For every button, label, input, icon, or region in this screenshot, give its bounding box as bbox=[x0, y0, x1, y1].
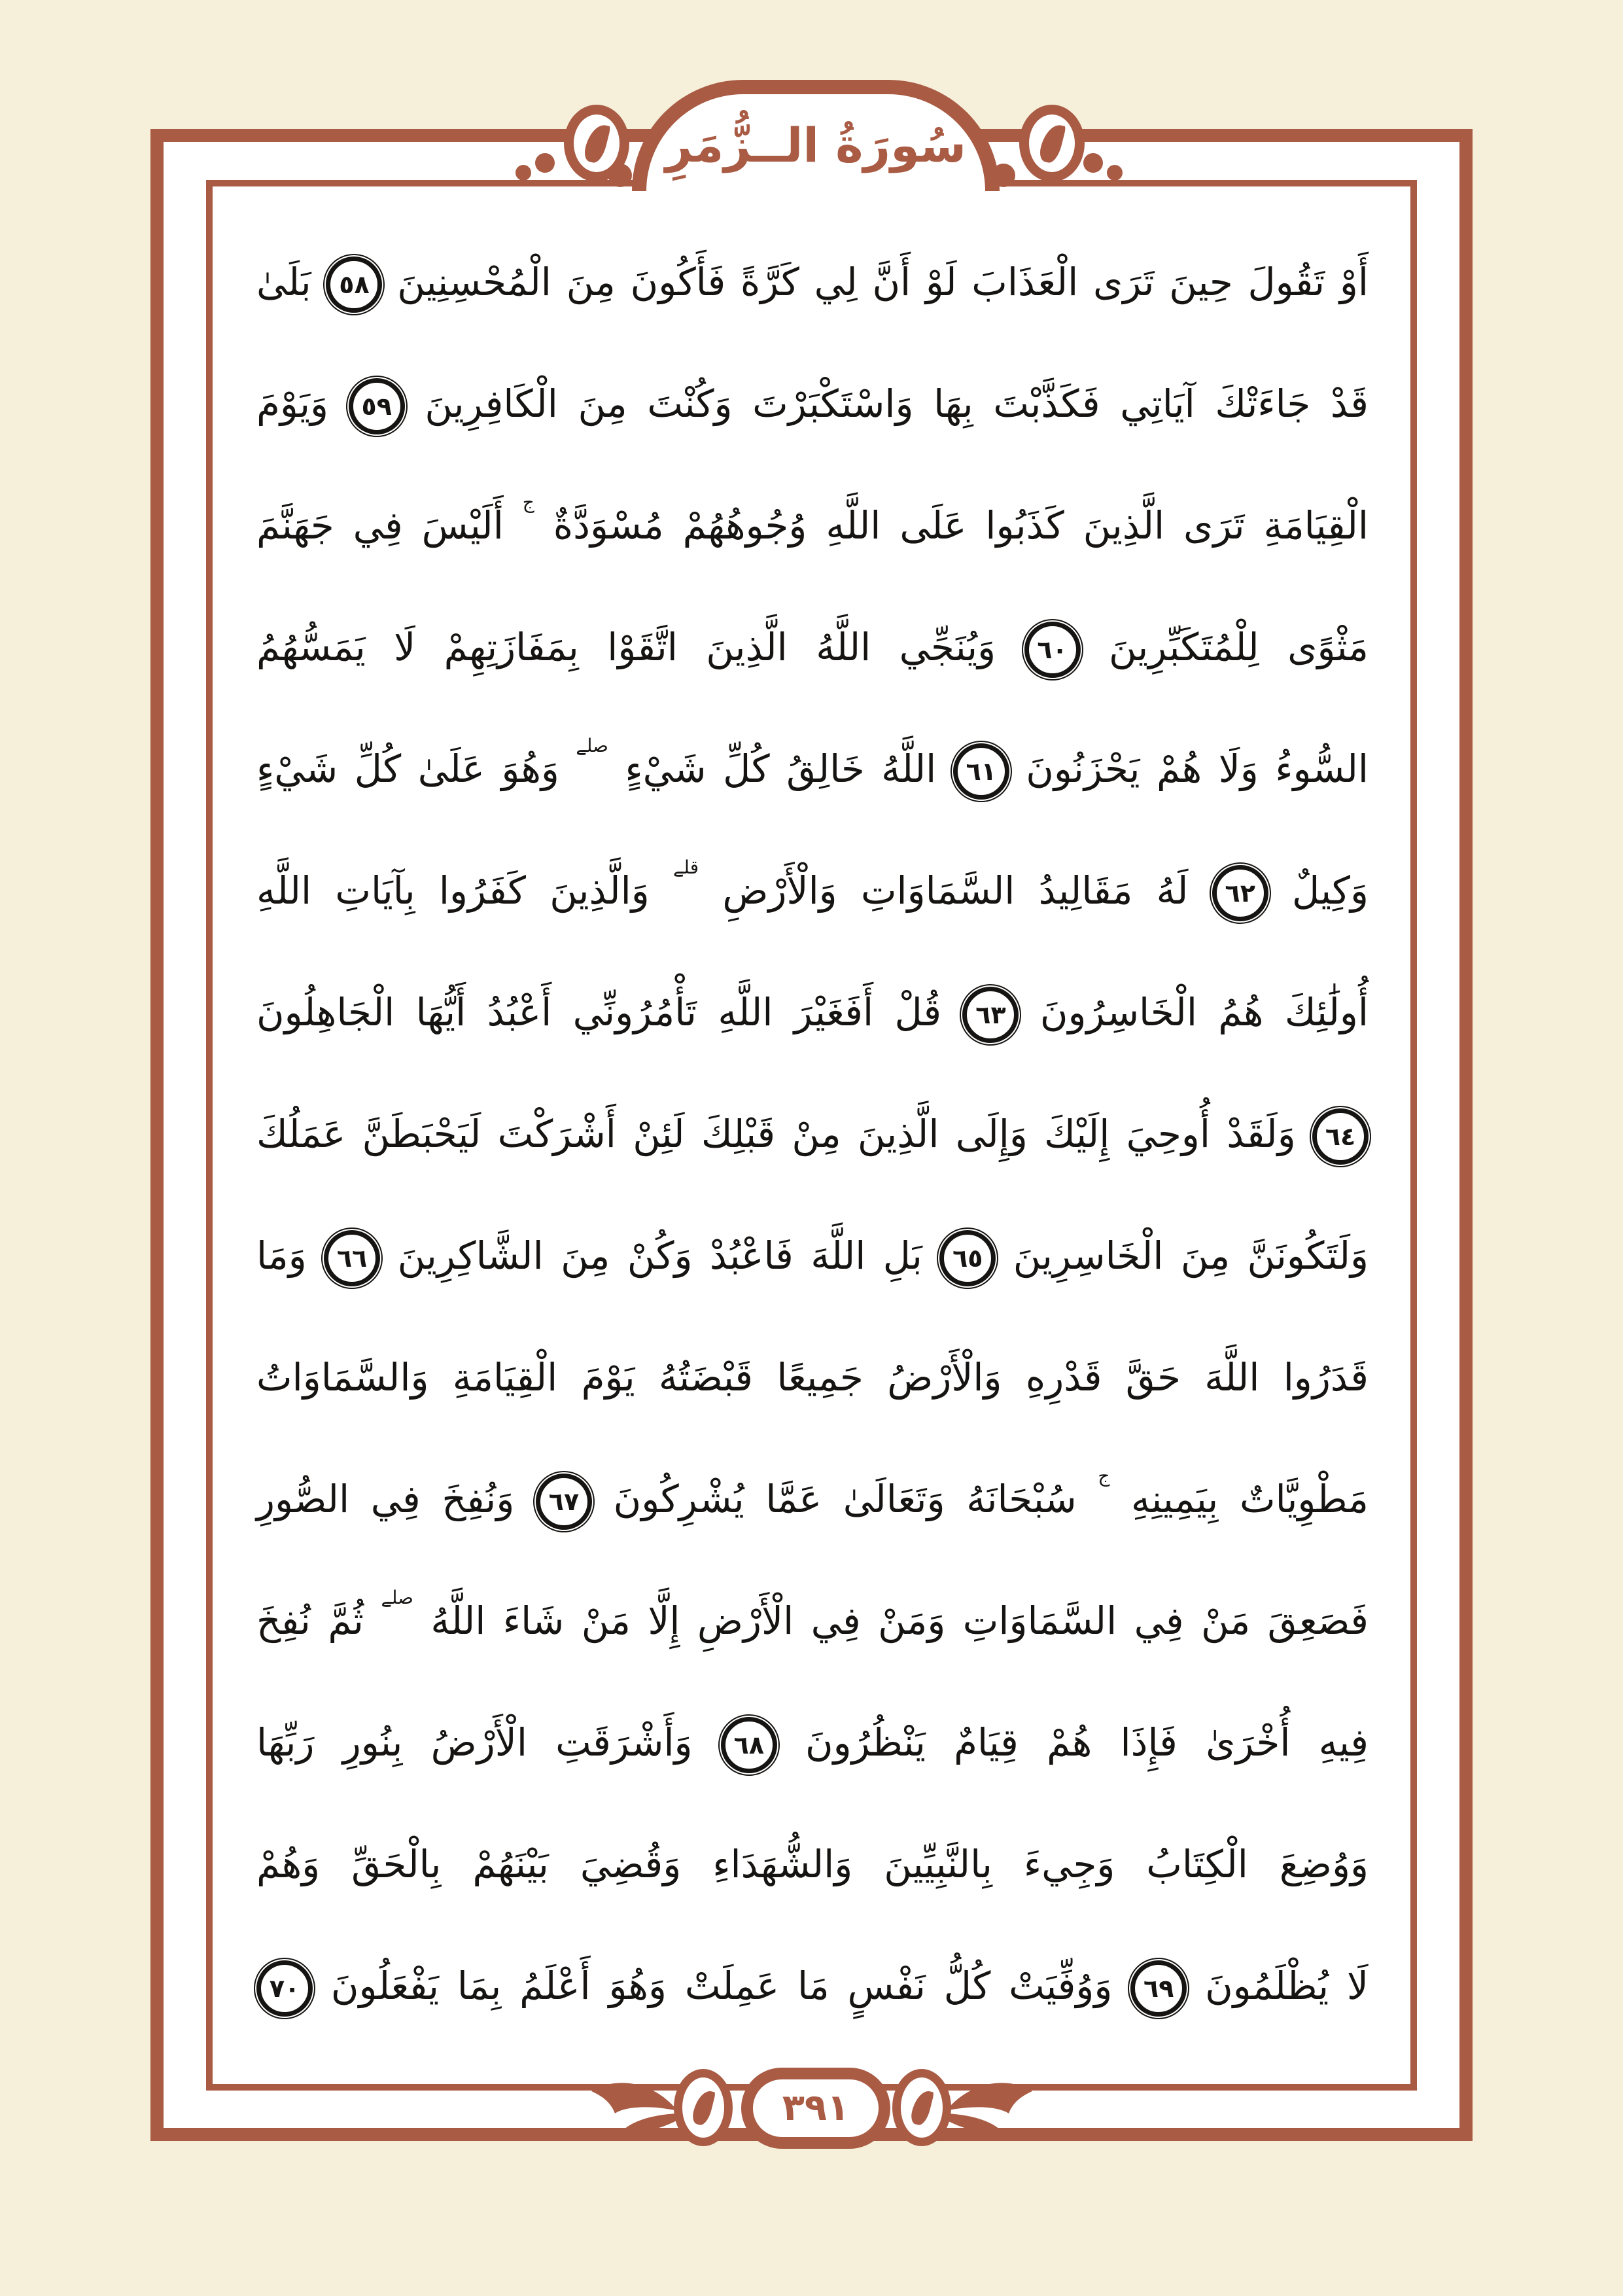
ayah-text: سُبْحَانَهُ وَتَعَالَىٰ عَمَّا يُشْرِكُونَ bbox=[613, 1477, 1077, 1521]
ayah-number-badge: ٦٥ bbox=[939, 1230, 996, 1286]
ayah-number-badge: ٥٩ bbox=[349, 378, 405, 434]
quran-line-4 bbox=[256, 586, 1369, 708]
ayah-number-badge: ٦٩ bbox=[1130, 1960, 1187, 2017]
ornament-bump bbox=[1107, 165, 1123, 181]
wing-flourish-right bbox=[589, 2073, 680, 2145]
ayah-text: وَكِيلٌ bbox=[1291, 868, 1369, 913]
ayah-text: فِيهِ أُخْرَىٰ فَإِذَا هُمْ قِيَامٌ يَنْظُرُونَ bbox=[805, 1720, 1369, 1765]
waqf-mark: قلے bbox=[673, 856, 699, 878]
quran-line-12 bbox=[256, 1560, 1369, 1682]
quran-line-6 bbox=[256, 830, 1369, 951]
ayah-text: أَلَيْسَ فِي جَهَنَّمَ bbox=[256, 503, 504, 548]
waqf-mark: ج bbox=[1098, 1464, 1110, 1487]
quran-line-3 bbox=[256, 465, 1369, 586]
surah-title-text: سُورَةُ الــزُّمَرِ bbox=[665, 118, 967, 173]
ayah-number-badge: ٦٧ bbox=[536, 1474, 592, 1530]
ayah-number-badge: ٦١ bbox=[953, 743, 1009, 800]
ayah-text: وَيَوْمَ bbox=[256, 381, 329, 426]
ornament-bump bbox=[1083, 153, 1103, 173]
quran-line-11 bbox=[256, 1438, 1369, 1560]
quran-line-7 bbox=[256, 951, 1369, 1073]
quran-line-5 bbox=[256, 708, 1369, 830]
ayah-number-badge: ٦٤ bbox=[1312, 1108, 1369, 1165]
ayah-text: فَصَعِقَ مَنْ فِي السَّمَاوَاتِ وَمَنْ فِي الْأَرْضِ إِلَّا مَنْ شَاءَ اللَّهُ bbox=[430, 1598, 1369, 1643]
footer-oval-ornament-left bbox=[892, 2069, 951, 2146]
ayah-text: وَنُفِخَ فِي الصُّورِ bbox=[256, 1477, 515, 1521]
ayah-text: قَدْ جَاءَتْكَ آيَاتِي فَكَذَّبْتَ بِهَا وَاسْتَكْبَرْتَ وَكُنْتَ مِنَ الْكَافِرِينَ bbox=[425, 381, 1369, 426]
teardrop-ornament-icon bbox=[691, 2089, 716, 2127]
teardrop-ornament-icon bbox=[909, 2089, 934, 2127]
quran-line-1 bbox=[256, 221, 1369, 343]
header-oval-ornament-left bbox=[1019, 105, 1085, 182]
quran-line-2 bbox=[256, 343, 1369, 465]
ayah-number-badge: ٥٨ bbox=[326, 256, 382, 313]
ayah-number-badge: ٦٦ bbox=[324, 1230, 380, 1286]
quran-line-9 bbox=[256, 1195, 1369, 1316]
ayah-text: مَطْوِيَّاتٌ بِيَمِينِهِ bbox=[1131, 1477, 1369, 1521]
teardrop-ornament-icon bbox=[582, 122, 611, 164]
ayah-text: وَمَا bbox=[256, 1233, 307, 1278]
quran-line-15 bbox=[256, 1925, 1369, 2047]
ayah-text: وَأَشْرَقَتِ الْأَرْضُ بِنُورِ رَبِّهَا bbox=[256, 1720, 693, 1765]
ayah-text: ثُمَّ نُفِخَ bbox=[256, 1598, 364, 1643]
ayah-text: قَدَرُوا اللَّهَ حَقَّ قَدْرِهِ وَالْأَرْضُ جَمِيعًا قَبْضَتُهُ يَوْمَ الْقِيَامَةِ وَالسَّمَاوَاتُ bbox=[256, 1355, 1369, 1400]
ayah-text: اللَّهُ خَالِقُ كُلِّ شَيْءٍ bbox=[625, 747, 937, 791]
ayah-text: وَوُفِّيَتْ كُلُّ نَفْسٍ مَا عَمِلَتْ وَهُوَ أَعْلَمُ بِمَا يَفْعَلُونَ bbox=[330, 1964, 1113, 2008]
quran-line-10 bbox=[256, 1316, 1369, 1438]
ayah-text: أُولَٰئِكَ هُمُ الْخَاسِرُونَ bbox=[1039, 990, 1369, 1034]
waqf-mark: صلے bbox=[381, 1586, 413, 1608]
ornament-bump bbox=[515, 165, 531, 181]
teardrop-ornament-icon bbox=[1038, 122, 1066, 164]
page-number-text: ٣٩١ bbox=[782, 2087, 850, 2129]
ayah-text: السُّوءُ وَلَا هُمْ يَحْزَنُونَ bbox=[1026, 747, 1369, 791]
surah-title-cartouche bbox=[632, 80, 1000, 191]
ayah-number-badge: ٦٢ bbox=[1212, 865, 1268, 921]
quran-line-14 bbox=[256, 1803, 1369, 1925]
ayah-text: وَلَقَدْ أُوحِيَ إِلَيْكَ وَإِلَى الَّذِينَ مِنْ قَبْلِكَ لَئِنْ أَشْرَكْتَ لَيَحْبَطَنَّ عَمَلُكَ bbox=[256, 1112, 1296, 1156]
quran-line-8 bbox=[256, 1073, 1369, 1195]
ayah-text: وَهُوَ عَلَىٰ كُلِّ شَيْءٍ bbox=[256, 747, 559, 791]
quran-text-block bbox=[256, 221, 1369, 2047]
ayah-text: لَهُ مَقَالِيدُ السَّمَاوَاتِ وَالْأَرْضِ bbox=[722, 868, 1189, 913]
ayah-text: مَثْوًى لِلْمُتَكَبِّرِينَ bbox=[1108, 625, 1369, 669]
ayah-text: لَا يُظْلَمُونَ bbox=[1205, 1964, 1369, 2008]
ayah-text: أَوْ تَقُولَ حِينَ تَرَى الْعَذَابَ لَوْ أَنَّ لِي كَرَّةً فَأَكُونَ مِنَ الْمُحْسِنِينَ bbox=[397, 260, 1369, 304]
header-oval-ornament-right bbox=[564, 105, 629, 182]
page-number-cartouche bbox=[741, 2068, 890, 2149]
waqf-mark: صلے bbox=[576, 734, 608, 756]
waqf-mark: ج bbox=[522, 491, 534, 513]
ayah-number-badge: ٦٨ bbox=[721, 1717, 777, 1773]
quran-line-13 bbox=[256, 1682, 1369, 1803]
ayah-text: بَلَىٰ bbox=[256, 260, 311, 304]
ayah-text: وَوُضِعَ الْكِتَابُ وَجِيءَ بِالنَّبِيِّينَ وَالشُّهَدَاءِ وَقُضِيَ بَيْنَهُمْ بِالْحَقِّ وَهُمْ bbox=[256, 1842, 1369, 1886]
wing-flourish-left bbox=[943, 2073, 1035, 2145]
ayah-text: قُلْ أَفَغَيْرَ اللَّهِ تَأْمُرُونِّي أَعْبُدُ أَيُّهَا الْجَاهِلُونَ bbox=[256, 990, 942, 1034]
ayah-text: الْقِيَامَةِ تَرَى الَّذِينَ كَذَبُوا عَلَى اللَّهِ وُجُوهُهُمْ مُسْوَدَّةٌ bbox=[553, 503, 1369, 548]
ornament-bump bbox=[535, 153, 555, 173]
ayah-number-badge: ٦٠ bbox=[1024, 622, 1081, 678]
ayah-number-badge: ٦٣ bbox=[962, 987, 1019, 1043]
ayah-text: وَيُنَجِّي اللَّهُ الَّذِينَ اتَّقَوْا بِمَفَازَتِهِمْ لَا يَمَسُّهُمُ bbox=[256, 625, 996, 669]
ayah-number-badge: ٧٠ bbox=[256, 1960, 313, 2017]
ayah-text: وَالَّذِينَ كَفَرُوا بِآيَاتِ اللَّهِ bbox=[256, 868, 650, 913]
ayah-text: بَلِ اللَّهَ فَاعْبُدْ وَكُنْ مِنَ الشَّاكِرِينَ bbox=[397, 1233, 922, 1278]
ayah-text: وَلَتَكُونَنَّ مِنَ الْخَاسِرِينَ bbox=[1013, 1233, 1369, 1278]
footer-oval-ornament-right bbox=[674, 2069, 733, 2146]
